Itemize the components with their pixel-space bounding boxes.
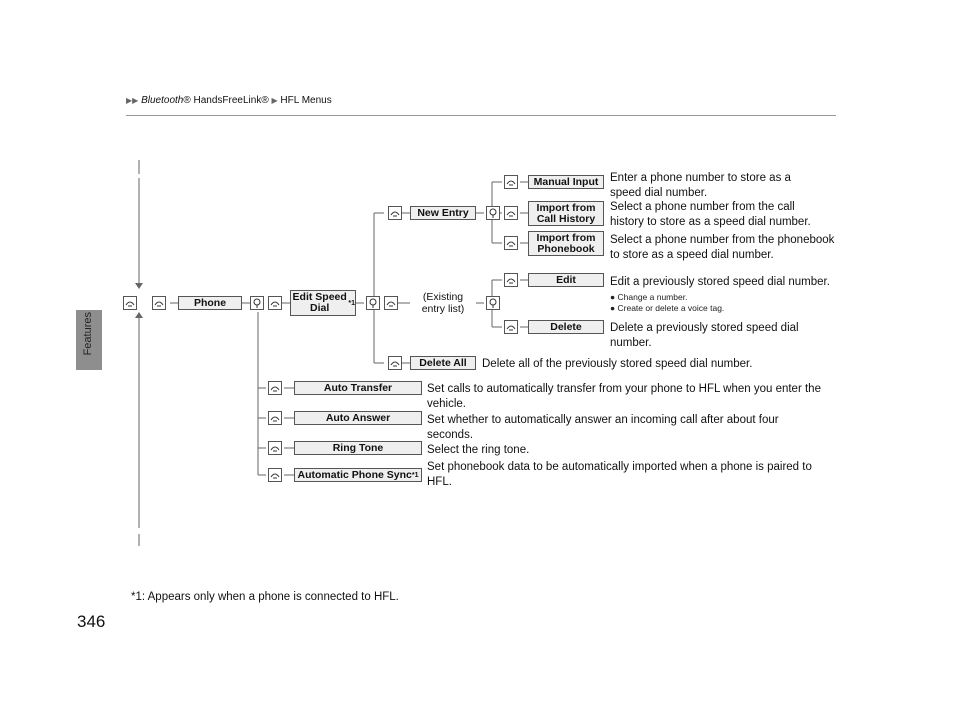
- breadcrumb-item-bluetooth-suffix: ® HandsFreeLink®: [183, 95, 269, 106]
- menu-item-auto-answer[interactable]: Auto Answer: [294, 411, 422, 425]
- description-import-phonebook: Select a phone number from the phonebook to store as a speed dial number.: [610, 234, 835, 261]
- description-automatic-phone-sync: Set phonebook data to be automatically imported when a phone is paired to HFL.: [427, 461, 812, 488]
- knob-icon: [366, 296, 380, 310]
- menu-item-ring-tone[interactable]: Ring Tone: [294, 441, 422, 455]
- voice-command-icon: [123, 296, 137, 310]
- footnote-marker: *1: [348, 299, 355, 307]
- voice-command-icon: [504, 206, 518, 220]
- voice-command-icon: [268, 468, 282, 482]
- description-auto-answer: Set whether to automatically answer an incoming call after about four seconds.: [427, 414, 779, 441]
- description-edit: Edit a previously stored speed dial number.: [610, 276, 830, 288]
- description-delete: Delete a previously stored speed dial number.: [610, 322, 799, 349]
- voice-command-icon: [268, 296, 282, 310]
- menu-item-edit-speed-dial[interactable]: [290, 290, 356, 316]
- voice-command-icon: [504, 236, 518, 250]
- description-import-call-history: Select a phone number from the call history to store as a speed dial number.: [610, 201, 811, 228]
- menu-item-auto-transfer[interactable]: Auto Transfer: [294, 381, 422, 395]
- knob-icon: [486, 206, 500, 220]
- menu-item-existing-entry-list[interactable]: (Existing entry list): [421, 291, 465, 315]
- menu-item-delete-all[interactable]: Delete All: [410, 356, 476, 370]
- bullet-voice-tag: ● Create or delete a voice tag.: [610, 303, 725, 313]
- breadcrumb-item-hfl-menus[interactable]: HFL Menus: [280, 95, 332, 106]
- voice-command-icon: [504, 273, 518, 287]
- breadcrumb-arrow-icon: ▶▶: [126, 96, 139, 105]
- menu-item-import-phonebook[interactable]: Import from Phonebook: [528, 231, 604, 256]
- voice-command-icon: [388, 356, 402, 370]
- voice-command-icon: [268, 441, 282, 455]
- knob-icon: [250, 296, 264, 310]
- description-delete-all: Delete all of the previously stored speed dial number.: [482, 358, 753, 370]
- menu-item-edit[interactable]: Edit: [528, 273, 604, 287]
- description-ring-tone: Select the ring tone.: [427, 444, 530, 456]
- side-tab-label: Features: [82, 312, 94, 356]
- knob-icon: [486, 296, 500, 310]
- bullet-change-number: ● Change a number.: [610, 292, 688, 302]
- bullet-change-number-text: Change a number.: [617, 292, 688, 302]
- voice-command-icon: [268, 381, 282, 395]
- footnote-marker: *1: [411, 471, 419, 479]
- menu-item-phone[interactable]: Phone: [178, 296, 242, 310]
- voice-command-icon: [388, 206, 402, 220]
- bullet-voice-tag-text: Create or delete a voice tag.: [617, 303, 725, 313]
- menu-item-delete[interactable]: Delete: [528, 320, 604, 334]
- menu-item-import-call-history[interactable]: Import from Call History: [528, 201, 604, 226]
- menu-item-manual-input[interactable]: Manual Input: [528, 175, 604, 189]
- voice-command-icon: [152, 296, 166, 310]
- menu-item-automatic-phone-sync[interactable]: [294, 468, 422, 482]
- description-auto-transfer: Set calls to automatically transfer from your phone to HFL when you enter the vehicle.: [427, 383, 821, 410]
- page-number: 346: [77, 612, 106, 631]
- voice-command-icon: [504, 175, 518, 189]
- breadcrumb-arrow-icon: ▶: [271, 96, 278, 105]
- footnote: *1: Appears only when a phone is connected to HFL.: [131, 591, 399, 603]
- menu-item-edit-speed-dial-label: Edit Speed Dial: [292, 291, 347, 314]
- menu-item-new-entry[interactable]: New Entry: [410, 206, 476, 220]
- description-manual-input: Enter a phone number to store as a speed dial number.: [610, 172, 791, 199]
- voice-command-icon: [384, 296, 398, 310]
- breadcrumb-item-bluetooth[interactable]: Bluetooth: [141, 95, 184, 106]
- voice-command-icon: [504, 320, 518, 334]
- voice-command-icon: [268, 411, 282, 425]
- menu-item-automatic-phone-sync-label: Automatic Phone Sync: [297, 468, 412, 481]
